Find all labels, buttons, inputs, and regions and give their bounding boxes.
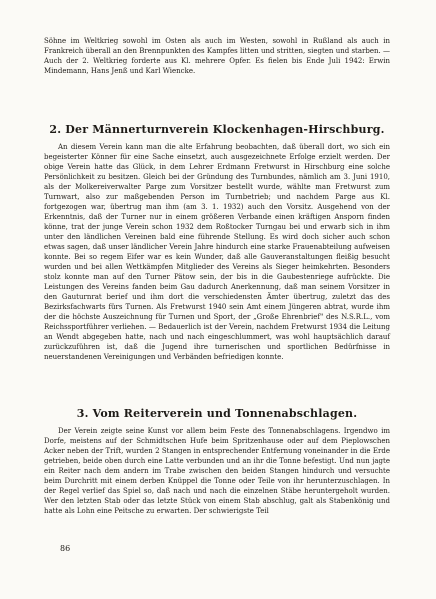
section-heading-reiterverein: 3. Vom Reiterverein und Tonnenabschlagen.: [76, 407, 358, 420]
reiterverein-paragraph: Der Verein zeigte seine Kunst vor allem beim Feste des Tonnenabschlagens. Irgendwo im Dorfe, meistens auf der Schmidtschen Hufe beim Spritzenhause oder auf dem Pieplowschen Acker neben der Trift, wurden 2 Stangen in entsprechender Entfernung voneinander in die Erde getrieben, beide oben durch eine Latte verbunden und an ihr die Tonne befestigt. Und nun jagte ein Reiter nach dem andern im Trabe zwischen den beiden Stangen hindurch und versuchte beim Durchritt mit einem derben Knüppel die Tonne oder Teile von ihr herunterzuschlagen. In der Regel verlief das Spiel so, daß nach und nach die einzelnen Stäbe heruntergeholt wurden. Wer den letzten Stab oder das letzte Stück von einem Stab abschlug, galt als Stabenkönig und hatte als Lohn eine Peitsche zu erwarten. Der schwierigste Teil: [44, 427, 390, 515]
mannerturnverein-paragraph: An diesem Verein kann man die alte Erfahrung beobachten, daß überall dort, wo sich ein begeisterter Könner für eine Sache einsetzt, auch ausgezeichnete Erfolge erzielt werden. Der obige Verein hatte das Glück, in dem Lehrer Erdmann Fretwurst in Hirschburg eine solche Persönlichkeit zu besitzen. Gleich bei der Gründung des Turnbundes, nämlich am 3. Juni 1910, als der Molkereiverwalter Parge zum Vorsitzer bestellt wurde, wählte man Fretwurst zum Turnwart, also zur maßgebenden Person im Turnbetrieb; und nachdem Parge aus Kl. fortgezogen war, übertrug man ihm (am 3. 1. 1932) auch den Vorsitz. Ausgehend von der Erkenntnis, daß der Turner nur in einem größeren Verbande einen kräftigen Ansporn finden könne, trat der junge Verein schon 1932 dem Roßtocker Turngau bei und erwarb sich in ihm unter den ländlichen Vereinen bald eine führende Stellung. Es wird doch sicher auch schon etwas sagen, daß unser ländlicher Verein Jahre hindurch eine starke Frauenabteilung aufweisen konnte. Bei so regem Eifer war es kein Wunder, daß alle Gauveranstaltungen fleißig besucht wurden und bei allen Wettkämpfen Mitglieder des Vereins als Sieger heimkehrten. Besonders stolz konnte man auf den Turner Pätow sein, der bis in die Gaubestenriege aufrückte. Die Leistungen des Vereins fanden beim Gau dadurch Anerkennung, daß man seinem Vorsitzer in den Gauturnrat berief und ihm dort die verschiedensten Ämter übertrug, zuletzt das des Bezirksfachwarts fürs Turnen. Als Fretwurst 1940 sein Amt einem Jüngeren abtrat, wurde ihm der die höchste Auszeichnung für Turnen und Sport, der „Große Ehrenbrief" des N.S.R.L., vom Reichssportführer verliehen. — Bedauerlich ist der Verein, nachdem Fretwurst 1934 die Leitung an Wendt abgegeben hatte, nach und nach eingeschlummert, was wohl hauptsächlich darauf zurückzuführen ist, daß die Jugend ihre turnerischen und sportlichen Bedürfnisse in neuerstandenen Vereinigungen und Verbänden befriedigen konnte.: [44, 143, 390, 361]
section-heading-mannerturnverein: 2. Der Männerturnverein Klockenhagen-Hirschburg.: [49, 123, 385, 136]
page-number: 86: [60, 544, 71, 553]
intro-paragraph: Söhne im Weltkrieg sowohl im Osten als auch im Westen, sowohl in Rußland als auch in Frankreich überall an den Brennpunkten des Kampfes litten und stritten, siegten und starben. — Auch der 2. Weltkrieg forderte aus Kl. mehrere Opfer. Es fielen bis Ende Juli 1942: Erwin Mindemann, Hans Jenß und Karl Wiencke.: [44, 37, 390, 75]
